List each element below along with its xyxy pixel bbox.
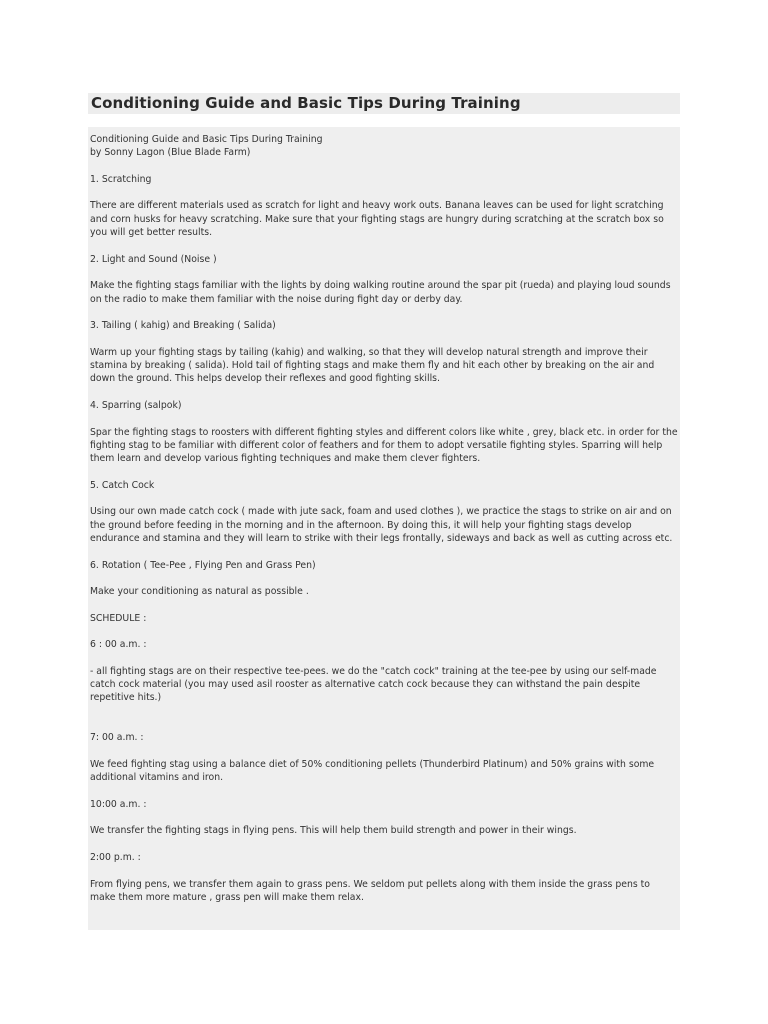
schedule-detail-10am: We transfer the fighting stags in flying pens. This will help them build strength and power in their wings. — [90, 825, 577, 837]
article-body — [88, 127, 680, 930]
paragraph-tailing: Warm up your fighting stags by tailing (kahig) and walking, so that they will develop natural strength and improve their stamina by breaking ( salida). Hold tail of fighting stags and make them fly and hit each other by breaking on the air and down the ground. This helps develop their reflexes and good fighting skills. — [90, 346, 655, 385]
schedule-heading: SCHEDULE : — [90, 612, 147, 624]
page-title: Conditioning Guide and Basic Tips During Training — [91, 94, 521, 112]
paragraph-light-sound: Make the fighting stags familiar with the lights by doing walking routine around the spar pit (rueda) and playing loud sounds on the radio to make them familiar with the noise during fight day or derby day. — [90, 280, 671, 305]
section-heading-light-sound: 2. Light and Sound (Noise ) — [90, 253, 217, 265]
paragraph-rotation: Make your conditioning as natural as possible . — [90, 586, 309, 598]
intro-author: by Sonny Lagon (Blue Blade Farm) — [90, 147, 251, 159]
section-heading-tailing: 3. Tailing ( kahig) and Breaking ( Salida) — [90, 320, 276, 332]
schedule-time-6am: 6 : 00 a.m. : — [90, 639, 147, 651]
section-heading-catch-cock: 5. Catch Cock — [90, 479, 155, 491]
schedule-detail-7am: We feed fighting stag using a balance diet of 50% conditioning pellets (Thunderbird Platinum) and 50% grains with some additional vitamins and iron. — [90, 758, 655, 784]
section-heading-scratching: 1. Scratching — [90, 173, 152, 185]
paragraph-scratching: There are different materials used as scratch for light and heavy work outs. Banana leaves can be used for light scratching and corn husks for heavy scratching. Make sure that your fighting stags are hungry during scratching at the scratch box so you will get better results. — [90, 200, 664, 239]
intro-title: Conditioning Guide and Basic Tips During Training — [90, 134, 323, 145]
section-heading-sparring: 4. Sparring (salpok) — [90, 399, 182, 411]
schedule-time-2pm: 2:00 p.m. : — [90, 852, 141, 864]
paragraph-catch-cock: Using our own made catch cock ( made with jute sack, foam and used clothes ), we practice the stags to strike on air and on the ground before feeding in the morning and in the afternoon. By doing this, it will help your fighting stags develop endurance and stamina and they will learn to strike with their legs frontally, sideways and back as well as cutting across etc. — [90, 506, 673, 544]
intro-block — [90, 133, 678, 160]
schedule-detail-2pm: From flying pens, we transfer them again to grass pens. We seldom put pellets along with them inside the grass pens to make them more mature , grass pen will make them relax. — [90, 878, 650, 903]
schedule-detail-6am: - all fighting stags are on their respective tee-pees. we do the "catch cock" training at the tee-pee by using our self-made catch cock material (you may used asil rooster as alternative catch cock because they can withstand the pain despite repetitive hits.) — [90, 665, 657, 704]
schedule-time-10am: 10:00 a.m. : — [90, 798, 147, 810]
schedule-time-7am: 7: 00 a.m. : — [90, 732, 144, 744]
title-bar — [88, 93, 680, 114]
paragraph-sparring: Spar the fighting stags to roosters with different fighting styles and different colors like white , grey, black etc. in order for the fighting stag to be familiar with different color of feathers and for them to adopt versatile fighting styles. Sparring will help them learn and develop various fighting techniques and make them clever fighters. — [90, 426, 678, 465]
section-heading-rotation: 6. Rotation ( Tee-Pee , Flying Pen and Grass Pen) — [90, 559, 316, 571]
